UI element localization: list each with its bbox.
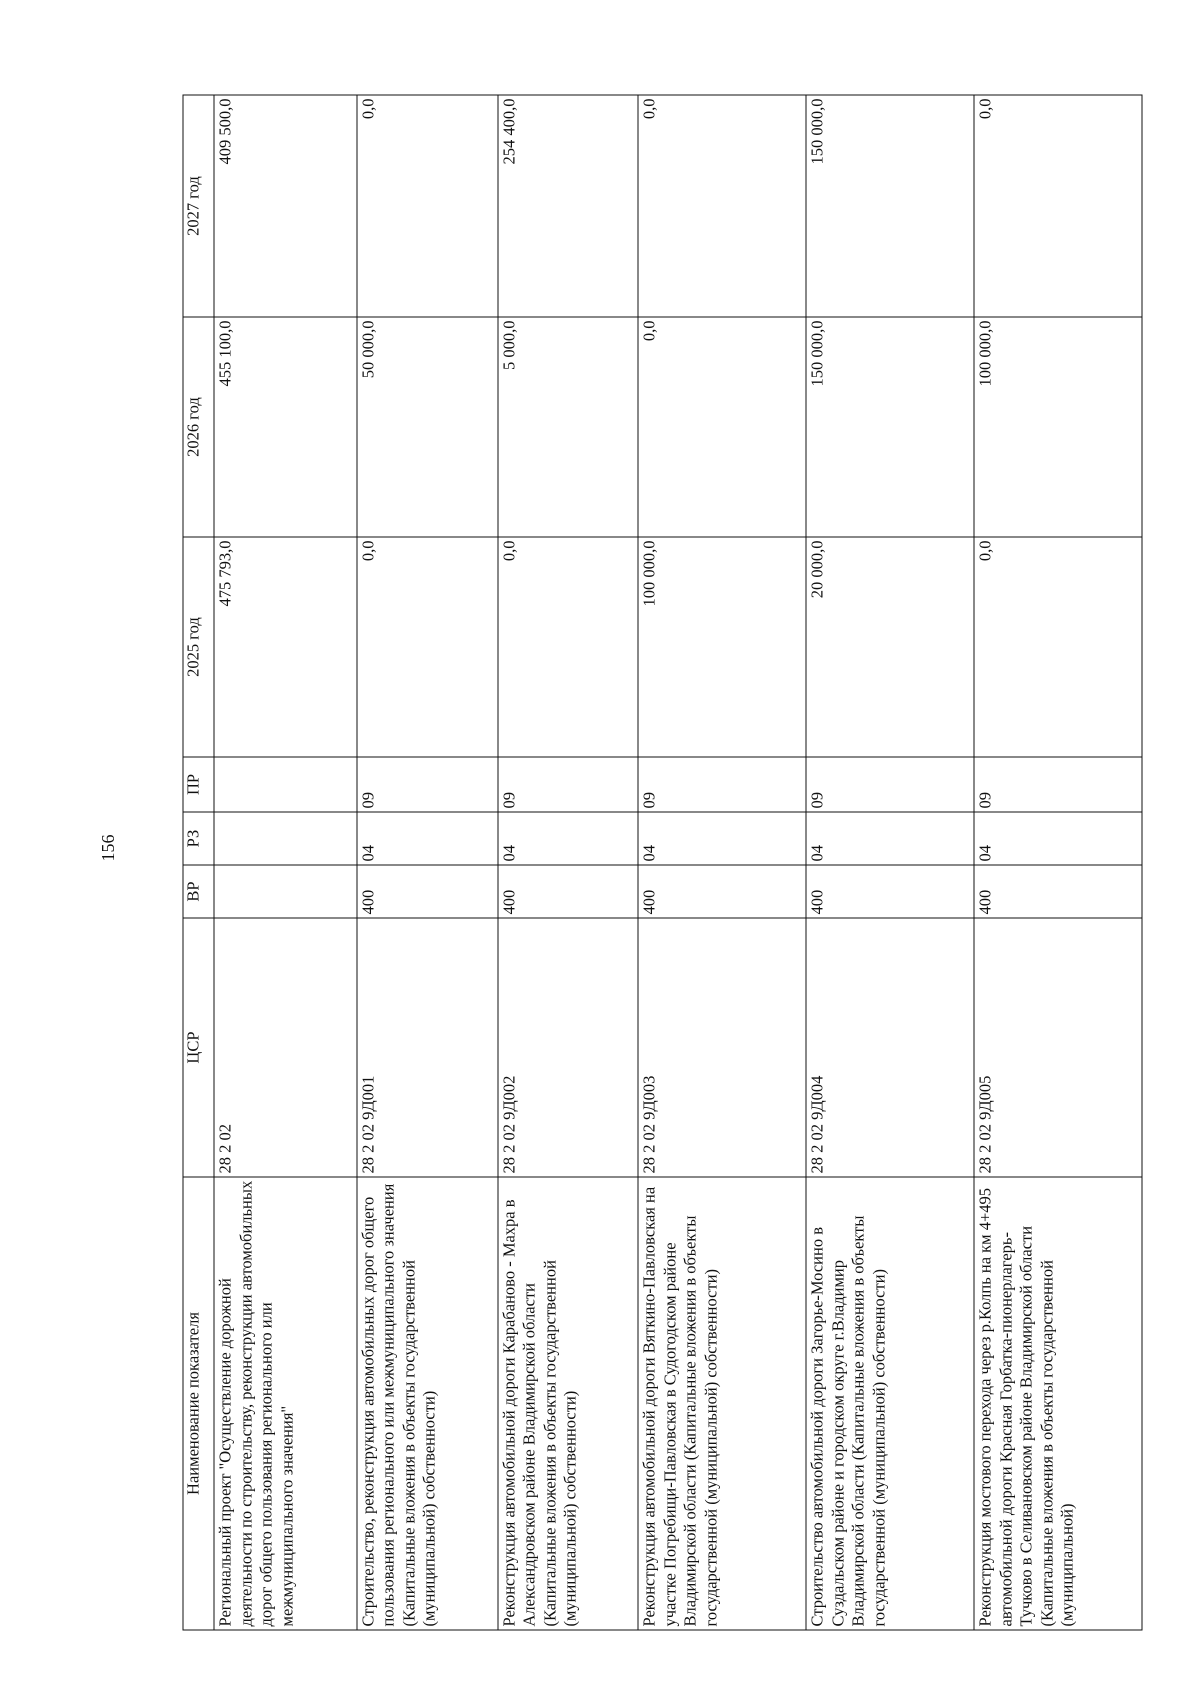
table-row <box>214 95 357 1630</box>
row-vr: 400 <box>356 865 497 918</box>
row-2027: 0,0 <box>974 95 1142 317</box>
header-2026: 2026 год <box>183 317 214 537</box>
row-csr: 28 2 02 9Д001 <box>356 918 497 1177</box>
row-rz: 04 <box>356 812 497 865</box>
row-2026: 5 000,0 <box>497 317 638 537</box>
row-csr: 28 2 02 9Д004 <box>806 918 974 1177</box>
row-rz: 04 <box>806 812 974 865</box>
row-vr: 400 <box>497 865 638 918</box>
table-row <box>497 95 638 1630</box>
row-csr: 28 2 02 9Д005 <box>974 918 1142 1177</box>
row-name: Реконструкция автомобильной дороги Карабаново - Махра в Александровском районе Владимирской области (Капитальные вложения в объекты государственной (муниципальной) собственности) <box>497 1177 638 1630</box>
row-2027: 0,0 <box>638 95 806 317</box>
row-2026: 100 000,0 <box>974 317 1142 537</box>
row-2025: 475 793,0 <box>214 537 357 757</box>
row-csr: 28 2 02 9Д003 <box>638 918 806 1177</box>
row-pr: 09 <box>356 757 497 812</box>
row-2026: 0,0 <box>638 317 806 537</box>
row-2027: 254 400,0 <box>497 95 638 317</box>
row-2027: 150 000,0 <box>806 95 974 317</box>
row-2027: 0,0 <box>356 95 497 317</box>
header-name: Наименование показателя <box>183 1177 214 1630</box>
table-header-row <box>183 95 214 1630</box>
row-rz: 04 <box>638 812 806 865</box>
row-vr <box>214 865 357 918</box>
header-rz: РЗ <box>183 812 214 865</box>
header-pr: ПР <box>183 757 214 812</box>
header-vr: ВР <box>183 865 214 918</box>
row-2025: 0,0 <box>356 537 497 757</box>
table-row <box>638 95 806 1630</box>
row-name: Региональный проект "Осуществление дорожной деятельности по строительству, реконструкции автомобильных дорог общего пользования регионального или межмуниципального значения" <box>214 1177 357 1630</box>
row-2025: 0,0 <box>974 537 1142 757</box>
row-name: Строительство автомобильной дороги Загорье-Мосино в Суздальском районе и городском округе г.Владимир Владимирской области (Капитальные вложения в объекты государственной (муниципальной) собственности) <box>806 1177 974 1630</box>
row-2026: 455 100,0 <box>214 317 357 537</box>
budget-table <box>182 94 1142 1630</box>
row-vr: 400 <box>638 865 806 918</box>
header-csr: ЦСР <box>183 918 214 1177</box>
row-2026: 50 000,0 <box>356 317 497 537</box>
row-2025: 20 000,0 <box>806 537 974 757</box>
row-name: Реконструкция автомобильной дороги Вяткино-Павловская на участке Погребищи-Павловская в Судогодском районе Владимирской области (Капитальные вложения в объекты государственной (муниципальной) собственности) <box>638 1177 806 1630</box>
row-csr: 28 2 02 <box>214 918 357 1177</box>
row-pr: 09 <box>638 757 806 812</box>
row-pr: 09 <box>497 757 638 812</box>
row-rz <box>214 812 357 865</box>
row-name: Реконструкция мостового перехода через р.Колпь на км 4+495 автомобильной дороги Красная Горбатка-пионерлагерь-Тучково в Селивановском районе Владимирской области (Капитальные вложения в объекты государственной (муниципальной) <box>974 1177 1142 1630</box>
header-2027: 2027 год <box>183 95 214 317</box>
table-row <box>356 95 497 1630</box>
table-row <box>974 95 1142 1630</box>
row-pr: 09 <box>974 757 1142 812</box>
row-pr <box>214 757 357 812</box>
row-rz: 04 <box>497 812 638 865</box>
row-2025: 0,0 <box>497 537 638 757</box>
budget-table-wrapper <box>182 95 1142 1630</box>
header-2025: 2025 год <box>183 537 214 757</box>
row-2025: 100 000,0 <box>638 537 806 757</box>
row-name: Строительство, реконструкция автомобильных дорог общего пользования регионального или межмуниципального значения (Капитальные вложения в объекты государственной (муниципальной) собственности) <box>356 1177 497 1630</box>
table-row <box>806 95 974 1630</box>
row-rz: 04 <box>974 812 1142 865</box>
page-number: 156 <box>98 834 118 862</box>
row-2026: 150 000,0 <box>806 317 974 537</box>
row-csr: 28 2 02 9Д002 <box>497 918 638 1177</box>
row-pr: 09 <box>806 757 974 812</box>
row-2027: 409 500,0 <box>214 95 357 317</box>
row-vr: 400 <box>806 865 974 918</box>
row-vr: 400 <box>974 865 1142 918</box>
